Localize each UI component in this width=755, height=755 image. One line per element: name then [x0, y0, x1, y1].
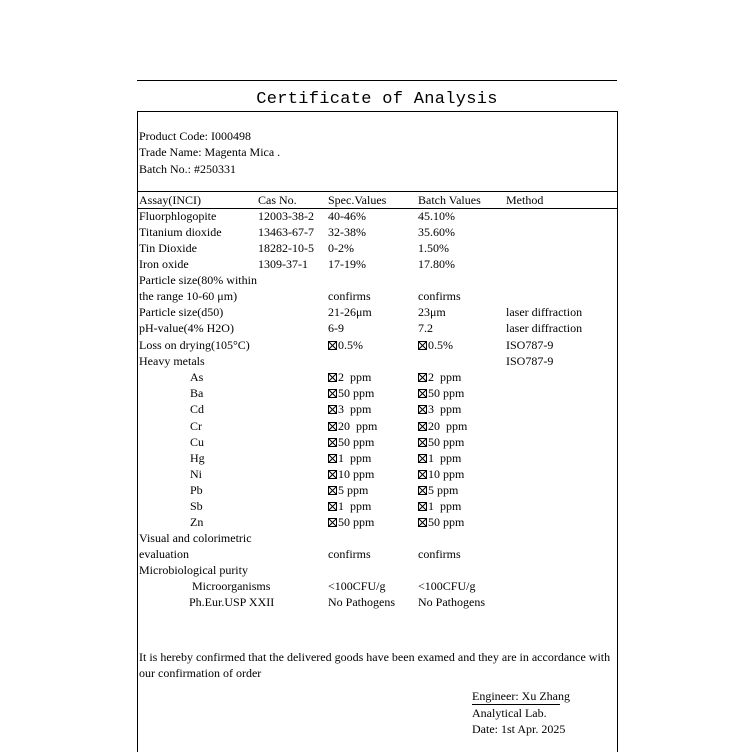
less-than-box-icon	[328, 454, 337, 463]
engineer-signature: Engineer: Xu Zhang	[472, 689, 570, 703]
batch-value: 3 ppm	[418, 401, 461, 417]
metal-name: Cd	[190, 402, 205, 416]
spec-value: 32-38%	[328, 225, 366, 239]
metal-row	[0, 514, 755, 530]
table-row	[0, 208, 755, 224]
batch-value: 5 ppm	[418, 482, 458, 498]
assay-name: Iron oxide	[139, 257, 189, 271]
method-value: laser diffraction	[506, 321, 583, 335]
spec-value: 1 ppm	[328, 450, 371, 466]
less-than-box-icon	[418, 470, 427, 479]
less-than-box-icon	[328, 518, 337, 527]
metal-name: Zn	[190, 515, 204, 529]
metal-row	[0, 385, 755, 401]
metal-row	[0, 450, 755, 466]
batch-value: 23μm	[418, 305, 446, 319]
less-than-box-icon	[328, 341, 337, 350]
batch-value: 50 ppm	[418, 385, 464, 401]
assay-name: Tin Dioxide	[139, 241, 197, 255]
metal-row	[0, 434, 755, 450]
spec-value: 40-46%	[328, 209, 366, 223]
assay-name: Titanium dioxide	[139, 225, 222, 239]
less-than-box-icon	[418, 486, 427, 495]
batch-value: 17.80%	[418, 257, 455, 271]
spec-value: 50 ppm	[328, 385, 374, 401]
document-title: Certificate of Analysis	[256, 90, 498, 109]
spec-value: 5 ppm	[328, 482, 368, 498]
table-row	[0, 353, 755, 369]
spec-value: 1 ppm	[328, 498, 371, 514]
spec-value: 3 ppm	[328, 401, 371, 417]
column-method: Method	[506, 193, 544, 207]
method-value: ISO787-9	[506, 354, 554, 368]
batch-value: 10 ppm	[418, 466, 464, 482]
less-than-box-icon	[328, 422, 337, 431]
table-row	[0, 562, 755, 578]
spec-value: 17-19%	[328, 257, 366, 271]
less-than-box-icon	[328, 389, 337, 398]
spec-value: confirms	[328, 289, 371, 303]
spec-value: 50 ppm	[328, 434, 374, 450]
assay-name: Microbiological purity	[139, 563, 248, 577]
spec-value: 21-26μm	[328, 305, 372, 319]
table-row	[0, 320, 755, 336]
less-than-box-icon	[418, 389, 427, 398]
batch-number: Batch No.: #250331	[139, 161, 236, 176]
less-than-box-icon	[328, 486, 337, 495]
metal-name: Ni	[190, 467, 202, 481]
metal-name: Sb	[190, 499, 203, 513]
spec-value: 0.5%	[328, 337, 363, 353]
table-row	[0, 224, 755, 240]
column-cas: Cas No.	[258, 193, 297, 207]
metal-name: As	[190, 370, 204, 384]
batch-value: 1 ppm	[418, 498, 461, 514]
assay-name: pH-value(4% H2O)	[139, 321, 234, 335]
table-row	[0, 594, 755, 610]
assay-name-continued: the range 10-60 μm)	[139, 289, 238, 303]
spec-value: confirms	[328, 547, 371, 561]
batch-value: <100CFU/g	[418, 579, 476, 593]
spec-value: No Pathogens	[328, 595, 395, 609]
spec-value: 2 ppm	[328, 369, 371, 385]
less-than-box-icon	[418, 438, 427, 447]
batch-value: 45.10%	[418, 209, 455, 223]
trade-name: Trade Name: Magenta Mica .	[139, 145, 281, 160]
less-than-box-icon	[418, 422, 427, 431]
less-than-box-icon	[328, 373, 337, 382]
less-than-box-icon	[418, 518, 427, 527]
product-info	[139, 128, 280, 177]
cas-number: 18282-10-5	[258, 241, 314, 255]
less-than-box-icon	[418, 502, 427, 511]
assay-name-continued: evaluation	[139, 547, 189, 561]
column-headers	[0, 192, 755, 208]
batch-value: 1.50%	[418, 241, 449, 255]
spec-value: 20 ppm	[328, 418, 377, 434]
less-than-box-icon	[328, 405, 337, 414]
assay-name: Particle size(d50)	[139, 305, 224, 319]
less-than-box-icon	[328, 470, 337, 479]
batch-value: 2 ppm	[418, 369, 461, 385]
table-row	[0, 272, 755, 288]
batch-value: 35.60%	[418, 225, 455, 239]
spec-value: 50 ppm	[328, 514, 374, 530]
batch-value: 50 ppm	[418, 434, 464, 450]
spec-value: 0-2%	[328, 241, 354, 255]
lab-name: Analytical Lab.	[472, 706, 547, 720]
assay-name: Loss on drying(105°C)	[139, 338, 250, 352]
batch-value: confirms	[418, 289, 461, 303]
cas-number: 12003-38-2	[258, 209, 314, 223]
batch-value: 50 ppm	[418, 514, 464, 530]
batch-value: 20 ppm	[418, 418, 467, 434]
assay-name: Microorganisms	[192, 579, 271, 593]
assay-name: Particle size(80% within	[139, 273, 257, 287]
batch-value: 0.5%	[418, 337, 453, 353]
metal-row	[0, 369, 755, 385]
less-than-box-icon	[418, 373, 427, 382]
table-row	[0, 578, 755, 594]
column-batch: Batch Values	[418, 193, 481, 207]
metal-name: Cu	[190, 435, 205, 449]
metal-row	[0, 498, 755, 514]
less-than-box-icon	[328, 438, 337, 447]
table-row	[0, 304, 755, 320]
confirmation-statement: It is hereby confirmed that the delivered goods have been examed and they are in accordance with our confirmation of order	[139, 650, 611, 680]
spec-value: 6-9	[328, 321, 344, 335]
table-row	[0, 546, 755, 562]
top-rule	[137, 80, 617, 81]
table-row	[0, 530, 755, 546]
less-than-box-icon	[418, 341, 427, 350]
assay-name: Visual and colorimetric	[139, 531, 252, 545]
metal-row	[0, 482, 755, 498]
metal-name: Ba	[190, 386, 204, 400]
product-code: Product Code: I000498	[139, 129, 251, 143]
less-than-box-icon	[328, 502, 337, 511]
method-value: ISO787-9	[506, 338, 554, 352]
metal-name: Cr	[190, 419, 202, 433]
table-row	[0, 256, 755, 272]
assay-name: Heavy metals	[139, 354, 205, 368]
method-value: laser diffraction	[506, 305, 583, 319]
table-row	[0, 288, 755, 304]
metal-row	[0, 466, 755, 482]
batch-value: confirms	[418, 547, 461, 561]
table-row	[0, 240, 755, 256]
column-assay: Assay(INCI)	[139, 193, 201, 207]
batch-value: 1 ppm	[418, 450, 461, 466]
less-than-box-icon	[418, 454, 427, 463]
assay-name: Ph.Eur.USP XXII	[189, 595, 275, 609]
column-spec: Spec.Values	[328, 193, 387, 207]
spec-value: 10 ppm	[328, 466, 374, 482]
less-than-box-icon	[418, 405, 427, 414]
batch-value: 7.2	[418, 321, 433, 335]
cas-number: 1309-37-1	[258, 257, 308, 271]
assay-name: Fluorphlogopite	[139, 209, 217, 223]
metal-name: Hg	[190, 451, 205, 465]
metal-name: Pb	[190, 483, 203, 497]
table-row	[0, 337, 755, 353]
metal-row	[0, 401, 755, 417]
cas-number: 13463-67-7	[258, 225, 314, 239]
metal-row	[0, 418, 755, 434]
issue-date: Date: 1st Apr. 2025	[472, 722, 566, 736]
batch-value: No Pathogens	[418, 595, 485, 609]
spec-value: <100CFU/g	[328, 579, 386, 593]
